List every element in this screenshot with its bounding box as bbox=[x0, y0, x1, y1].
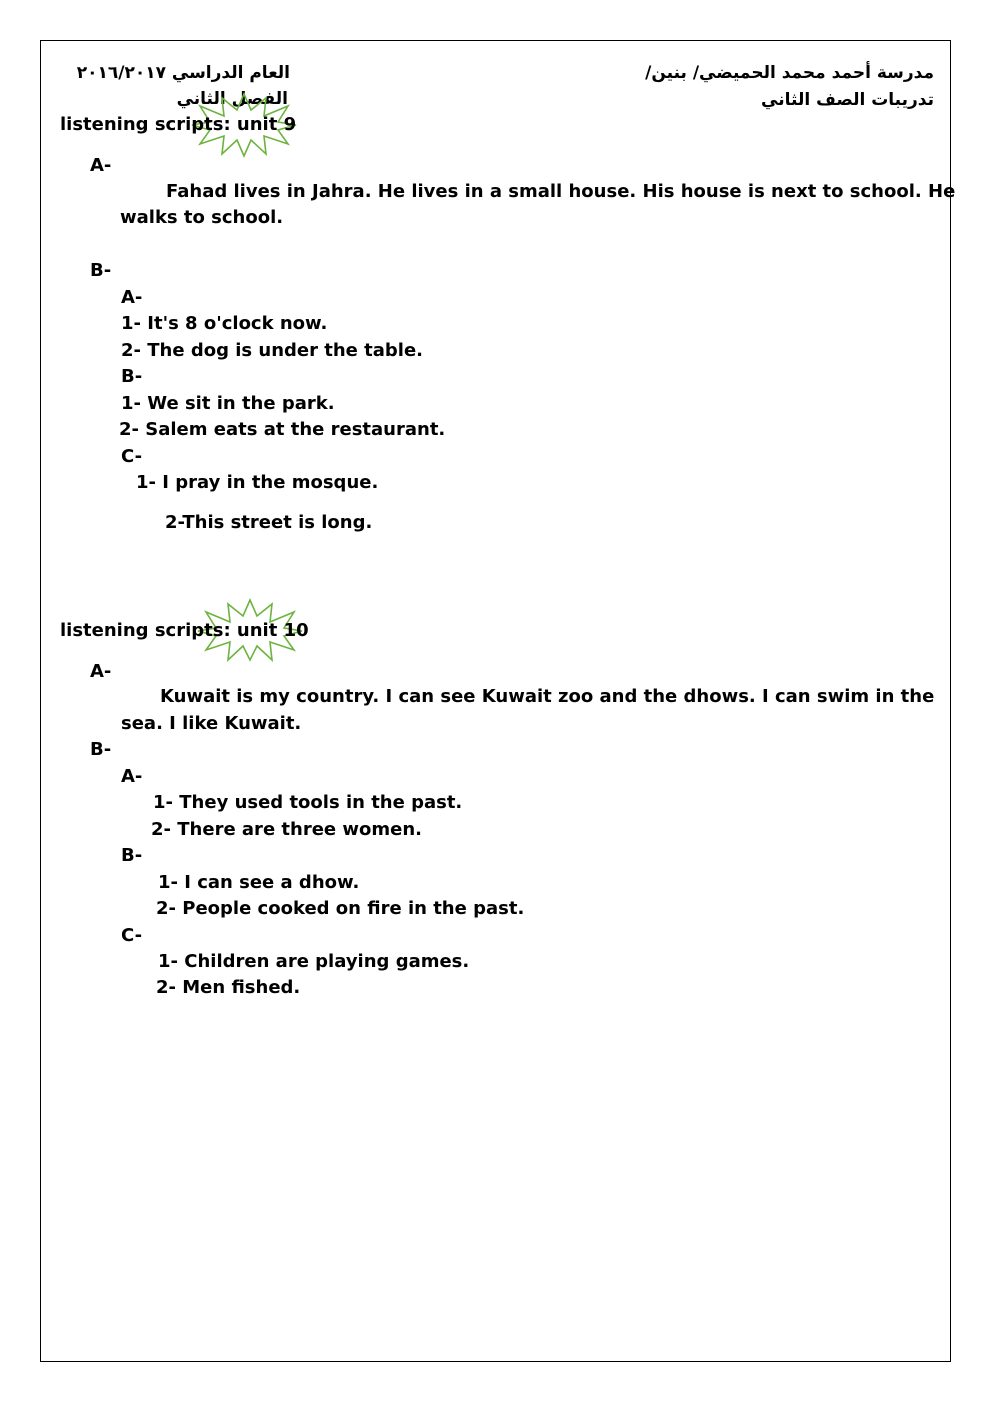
unit10-part-a-label: A- bbox=[90, 661, 112, 682]
unit9-sub-b-item: 2- Salem eats at the restaurant. bbox=[119, 419, 446, 440]
unit10-sub-b-label: B- bbox=[121, 845, 143, 866]
unit10-sub-c-label: C- bbox=[121, 925, 143, 946]
unit9-sub-a-item: 2- The dog is under the table. bbox=[121, 340, 423, 361]
unit9-sub-a-label: A- bbox=[121, 287, 143, 308]
unit9-sub-c-item: 1- I pray in the mosque. bbox=[136, 472, 379, 493]
unit9-part-a-line1: Fahad lives in Jahra. He lives in a small house. His house is next to school. He bbox=[166, 181, 956, 202]
unit9-sub-c-item: 2-This street is long. bbox=[165, 512, 373, 533]
unit10-sub-b-item: 2- People cooked on fire in the past. bbox=[156, 898, 525, 919]
unit10-title: listening scripts: unit 10 bbox=[60, 620, 309, 641]
unit9-sub-a-item: 1- It's 8 o'clock now. bbox=[121, 313, 328, 334]
school-name: مدرسة أحمد محمد الحميضي/ بنين/ bbox=[645, 63, 934, 83]
unit9-sub-b-label: B- bbox=[121, 366, 143, 387]
unit10-part-b-label: B- bbox=[90, 739, 112, 760]
unit9-sub-c-label: C- bbox=[121, 446, 143, 467]
unit9-part-b-label: B- bbox=[90, 260, 112, 281]
unit10-sub-c-item: 1- Children are playing games. bbox=[158, 951, 470, 972]
unit10-part-a-line1: Kuwait is my country. I can see Kuwait zoo and the dhows. I can swim in the bbox=[160, 686, 935, 707]
academic-year: العام الدراسي ٢٠١٦/٢٠١٧ bbox=[76, 63, 290, 83]
semester: الفصل الثاني bbox=[176, 89, 288, 109]
unit10-sub-a-label: A- bbox=[121, 766, 143, 787]
unit10-sub-b-item: 1- I can see a dhow. bbox=[158, 872, 360, 893]
unit10-sub-c-item: 2- Men fished. bbox=[156, 977, 301, 998]
unit10-sub-a-item: 1- They used tools in the past. bbox=[153, 792, 463, 813]
training-title: تدريبات الصف الثاني bbox=[761, 90, 934, 110]
unit10-sub-a-item: 2- There are three women. bbox=[151, 819, 423, 840]
unit10-part-a-line2: sea. I like Kuwait. bbox=[121, 713, 302, 734]
unit9-part-a-label: A- bbox=[90, 155, 112, 176]
unit9-part-a-line2: walks to school. bbox=[120, 207, 284, 228]
unit9-sub-b-item: 1- We sit in the park. bbox=[121, 393, 335, 414]
unit9-title: listening scripts: unit 9 bbox=[60, 114, 297, 135]
